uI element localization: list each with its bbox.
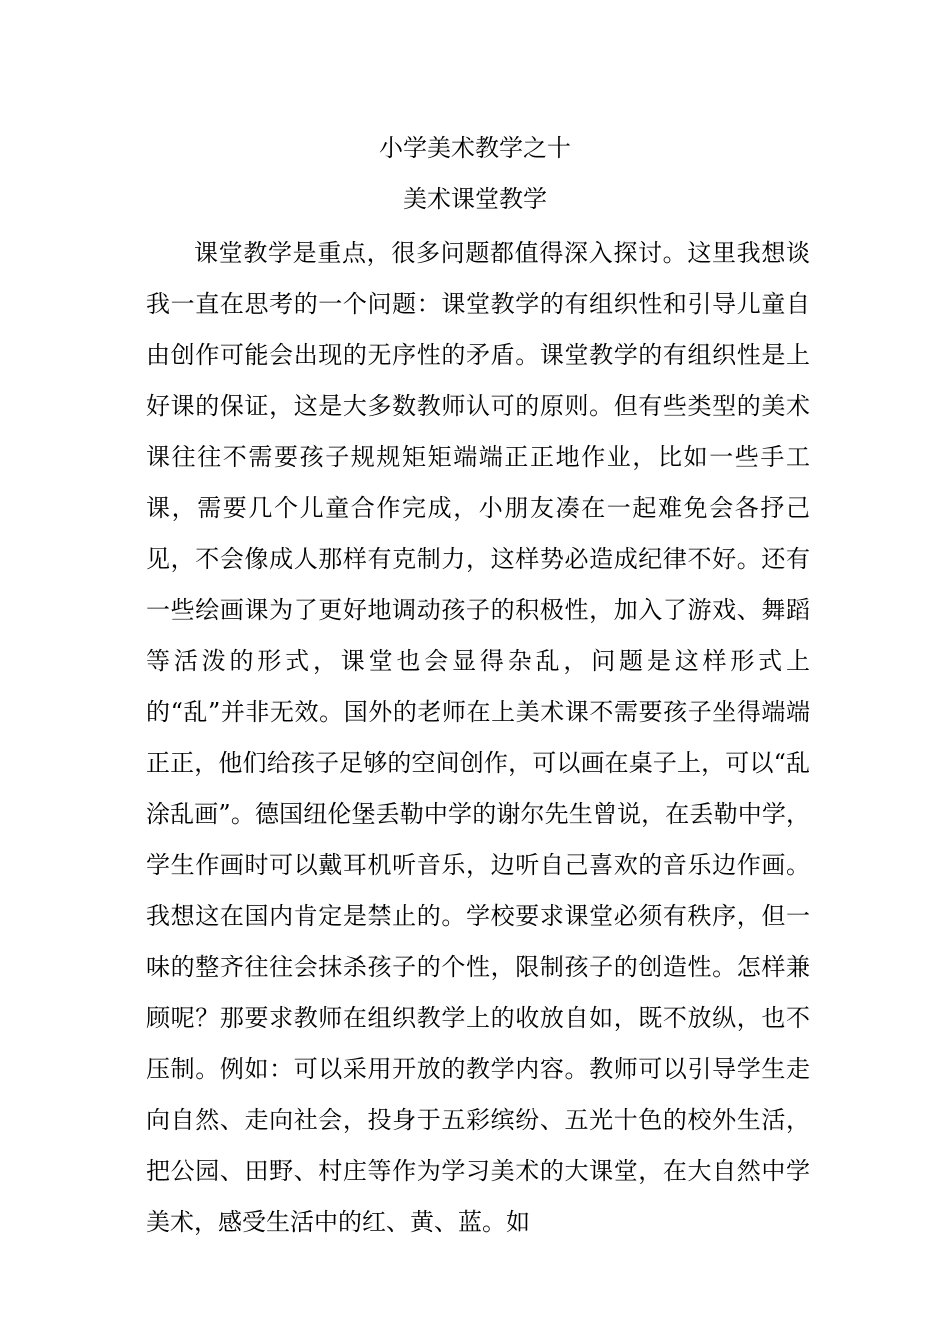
body-paragraph: 课堂教学是重点，很多问题都值得深入探讨。这里我想谈我一直在思考的一个问题：课堂教学的有组织性和引导儿童自由创作可能会出现的无序性的矛盾。课堂教学的有组织性是上好课的保证，这是大多数教师认可的原则。但有些类型的美术课往往不需要孩子规规矩矩端端正正地作业，比如一些手工课，需要几个儿童合作完成，小朋友凑在一起难免会各抒己见，不会像成人那样有克制力，这样势必造成纪律不好。还有一些绘画课为了更好地调动孩子的积极性，加入了游戏、舞蹈等活泼的形式，课堂也会显得杂乱，问题是这样形式上的“乱”并非无效。国外的老师在上美术课不需要孩子坐得端端正正，他们给孩子足够的空间创作，可以画在桌子上，可以“乱涂乱画”。德国纽伦堡丢勒中学的谢尔先生曾说，在丢勒中学，学生作画时可以戴耳机听音乐，边听自己喜欢的音乐边作画。我想这在国内肯定是禁止的。学校要求课堂必须有秩序，但一味的整齐往往会抹杀孩子的个性，限制孩子的创造性。怎样兼顾呢？那要求教师在组织教学上的收放自如，既不放纵，也不压制。例如：可以采用开放的教学内容。教师可以引导学生走向自然、走向社会，投身于五彩缤纷、五光十色的校外生活，把公园、田野、村庄等作为学习美术的大课堂，在大自然中学美术，感受生活中的红、黄、蓝。如 <box>146 239 810 1236</box>
document-title: 小学美术教学之十 <box>379 134 571 162</box>
document-subtitle: 美术课堂教学 <box>403 185 547 213</box>
